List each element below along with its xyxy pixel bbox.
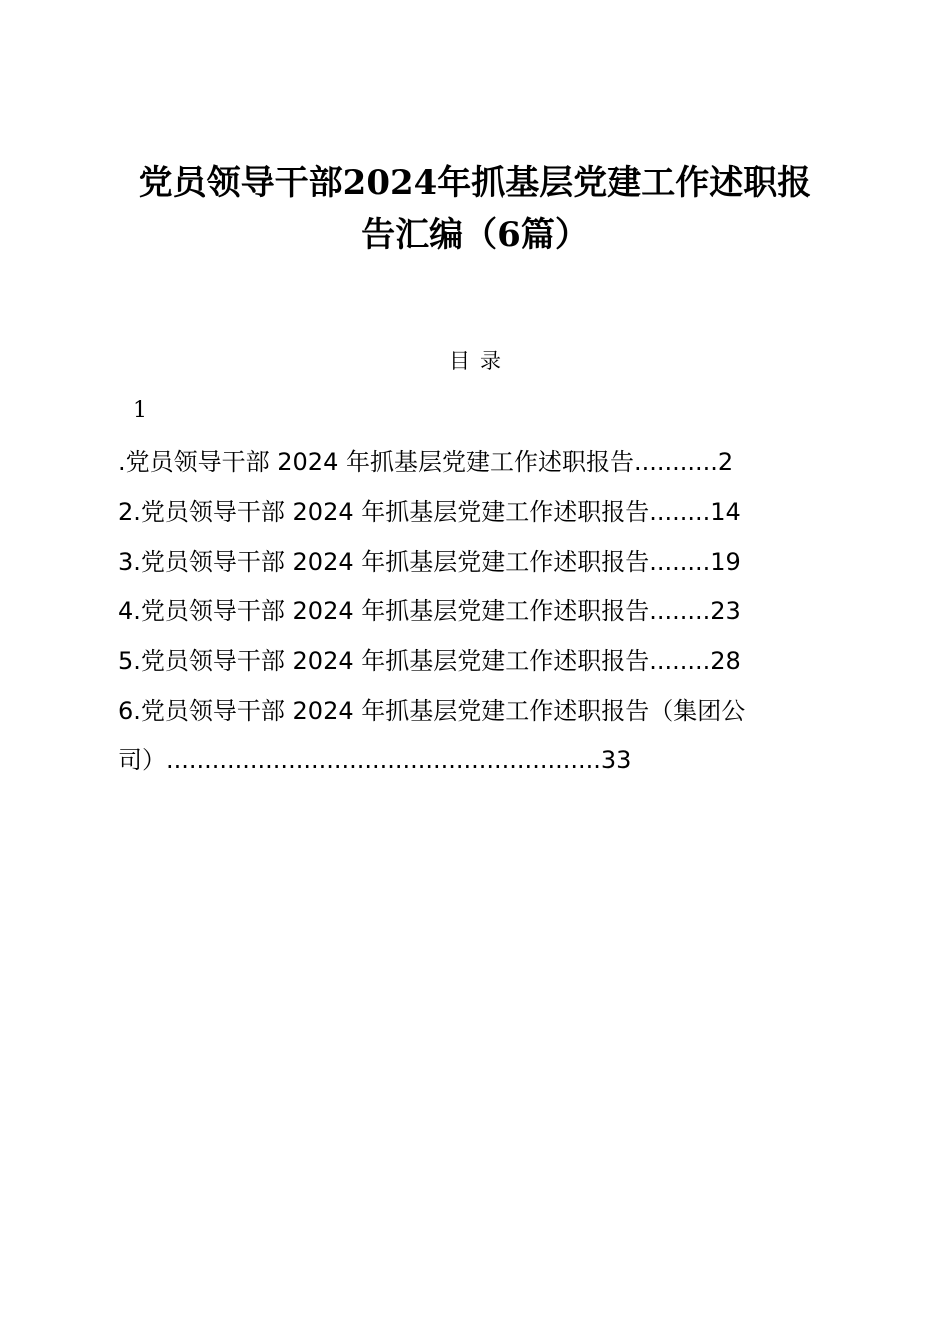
toc-entry-page: 23 bbox=[710, 597, 741, 625]
toc-entry-page: 33 bbox=[600, 746, 632, 774]
toc-entry-text: 3.党员领导干部 2024 年抓基层党建工作述职报告 bbox=[118, 548, 650, 576]
toc-entry-dots: ......................................................... bbox=[166, 746, 601, 774]
toc-entry-page: 2 bbox=[717, 448, 734, 476]
toc-entry-text: 司） bbox=[118, 746, 166, 774]
toc-entry-5[interactable] bbox=[118, 644, 741, 678]
toc-entry-2[interactable] bbox=[118, 495, 741, 529]
toc-entry-text: .党员领导干部 2024 年抓基层党建工作述职报告 bbox=[118, 448, 634, 476]
toc-entry-dots: ........ bbox=[649, 498, 711, 526]
toc-entry-dots: ........... bbox=[633, 448, 718, 476]
document-title-line-1: 党员领导干部2024年抓基层党建工作述职报 bbox=[138, 163, 812, 203]
toc-entry-6[interactable] bbox=[118, 694, 745, 728]
toc-entry-dots: ........ bbox=[649, 597, 711, 625]
toc-entry-1[interactable] bbox=[118, 445, 733, 479]
toc-entry-text: 2.党员领导干部 2024 年抓基层党建工作述职报告 bbox=[118, 498, 650, 526]
document-title-line-2: 告汇编（6篇） bbox=[361, 215, 589, 255]
toc-entry-6-continued[interactable] bbox=[118, 743, 631, 777]
stray-number: 1 bbox=[133, 398, 147, 423]
toc-entry-page: 19 bbox=[710, 548, 741, 576]
toc-entry-page: 14 bbox=[710, 498, 741, 526]
toc-entry-text: 5.党员领导干部 2024 年抓基层党建工作述职报告 bbox=[118, 647, 650, 675]
toc-entry-3[interactable] bbox=[118, 545, 741, 579]
toc-entry-4[interactable] bbox=[118, 594, 741, 628]
toc-entry-dots: ........ bbox=[649, 647, 711, 675]
toc-entry-text: 6.党员领导干部 2024 年抓基层党建工作述职报告（集团公 bbox=[118, 697, 746, 725]
toc-entry-page: 28 bbox=[710, 647, 741, 675]
toc-heading: 目录 bbox=[449, 349, 511, 373]
toc-entry-text: 4.党员领导干部 2024 年抓基层党建工作述职报告 bbox=[118, 597, 650, 625]
toc-entry-dots: ........ bbox=[649, 548, 711, 576]
